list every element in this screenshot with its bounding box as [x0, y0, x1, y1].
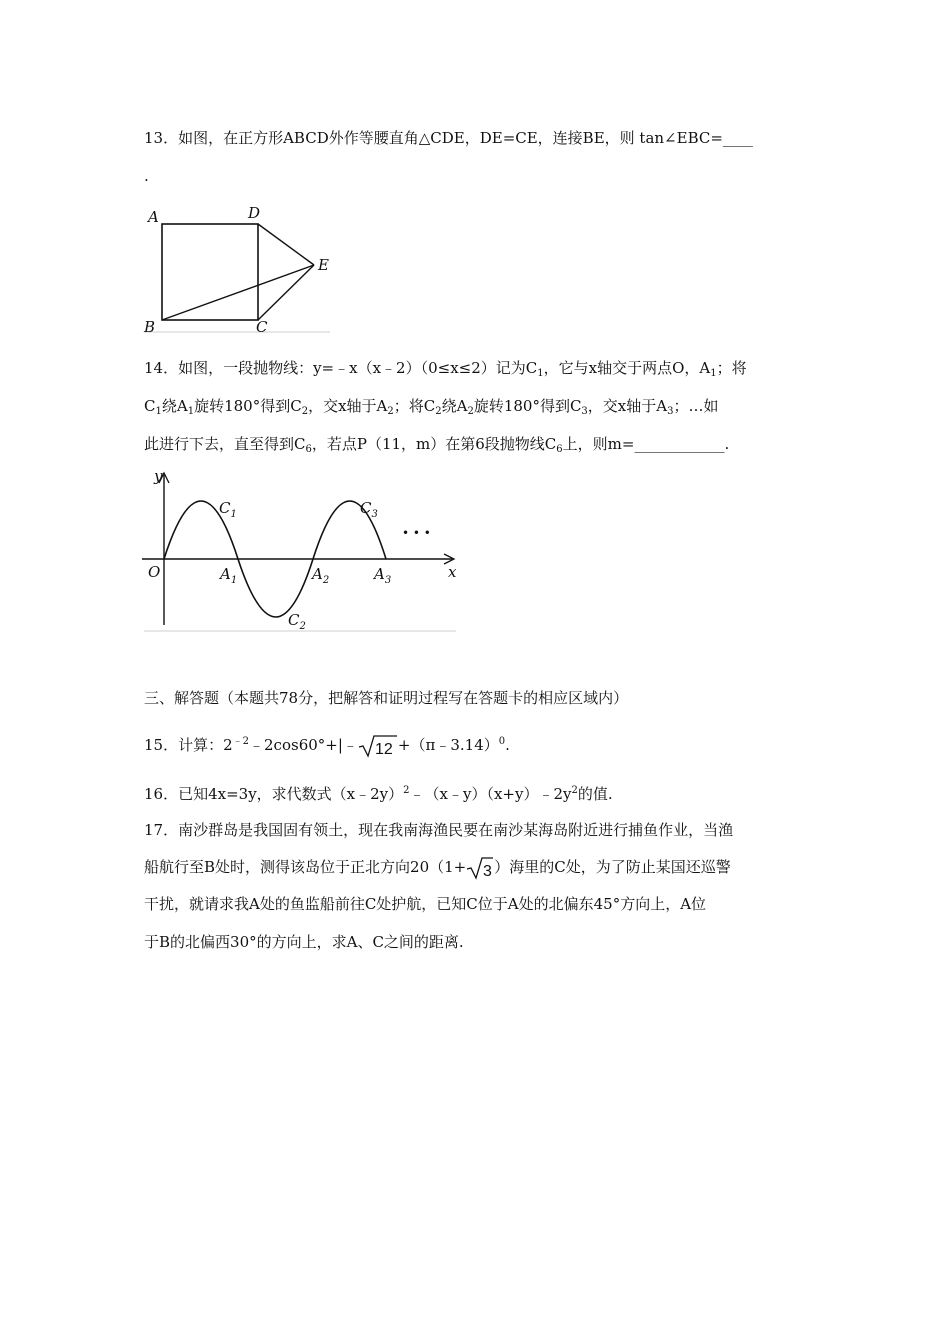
label-c: C	[256, 318, 268, 336]
label-c2: $C_2$	[288, 611, 306, 632]
q17-line-4: 于B的北偏西30°的方向上，求A、C之间的距离.	[144, 933, 464, 951]
radicand: 3	[483, 863, 493, 880]
continuation-dots: • • •	[402, 526, 431, 540]
label-c1: $C_1$	[219, 499, 237, 520]
q14-line-1: 14．如图，一段抛物线：y=﹣x（x﹣2）（0≤x≤2）记为$C_1$，它与x轴交于两点O，$A_1$；将	[144, 359, 747, 379]
sqrt-symbol	[358, 734, 398, 758]
label-a: A	[148, 208, 159, 226]
q13-figure	[140, 200, 335, 340]
q13-line-2: .	[144, 167, 149, 185]
q14-line-3: 此进行下去，直至得到$C_6$，若点P（11，m）在第6段抛物线$C_6$上，则m=____________.	[144, 435, 730, 455]
label-a3: $A_3$	[374, 565, 392, 586]
axis-y-label: y	[154, 467, 163, 485]
label-e: E	[318, 256, 329, 274]
q16-line: 16．已知4x=3y，求代数式$(x﹣2y)^2﹣(x﹣y)(x+y)﹣2y^2$的值.	[144, 785, 613, 803]
q17-line-1: 17．南沙群岛是我国固有领土，现在我南海渔民要在南沙某海岛附近进行捕鱼作业，当渔	[144, 821, 734, 839]
q14-graph	[140, 465, 460, 637]
label-a1: $A_1$	[220, 565, 238, 586]
q17-line-3: 干扰，就请求我A处的鱼监船前往C处护航，已知C位于A处的北偏东45°方向上，A位	[144, 895, 707, 913]
q14-line-2: $C_1$绕$A_1$旋转180°得到$C_2$，交x轴于$A_2$；将$C_2$绕$A_2$旋转180°得到$C_3$，交x轴于$A_3$；…如	[144, 397, 719, 417]
label-d: D	[248, 204, 261, 222]
radicand: 12	[374, 741, 393, 758]
section-3-heading: 三、解答题（本题共78分，把解答和证明过程写在答题卡的相应区域内）	[144, 689, 629, 707]
label-c3: $C_3$	[360, 499, 378, 520]
q13-line-1: 13．如图，在正方形ABCD外作等腰直角△CDE，DE=CE，连接BE，则 tan∠EBC=____	[144, 129, 753, 147]
label-a2: $A_2$	[312, 565, 330, 586]
label-b: B	[144, 318, 156, 336]
q15-line: 15．计算：$2^{﹣2}﹣2\cos 60^\circ+|﹣$ 12 +（π﹣3.14）$^0$.	[144, 736, 510, 758]
curve-c2	[238, 559, 313, 617]
q17-line-2: 船航行至B处时，测得该岛位于正北方向20（1+ 3 ）海里的C处，为了防止某国还巡警	[144, 858, 731, 880]
sqrt-symbol	[466, 856, 494, 880]
axis-x-label: x	[448, 563, 457, 581]
origin-label: O	[148, 563, 161, 581]
